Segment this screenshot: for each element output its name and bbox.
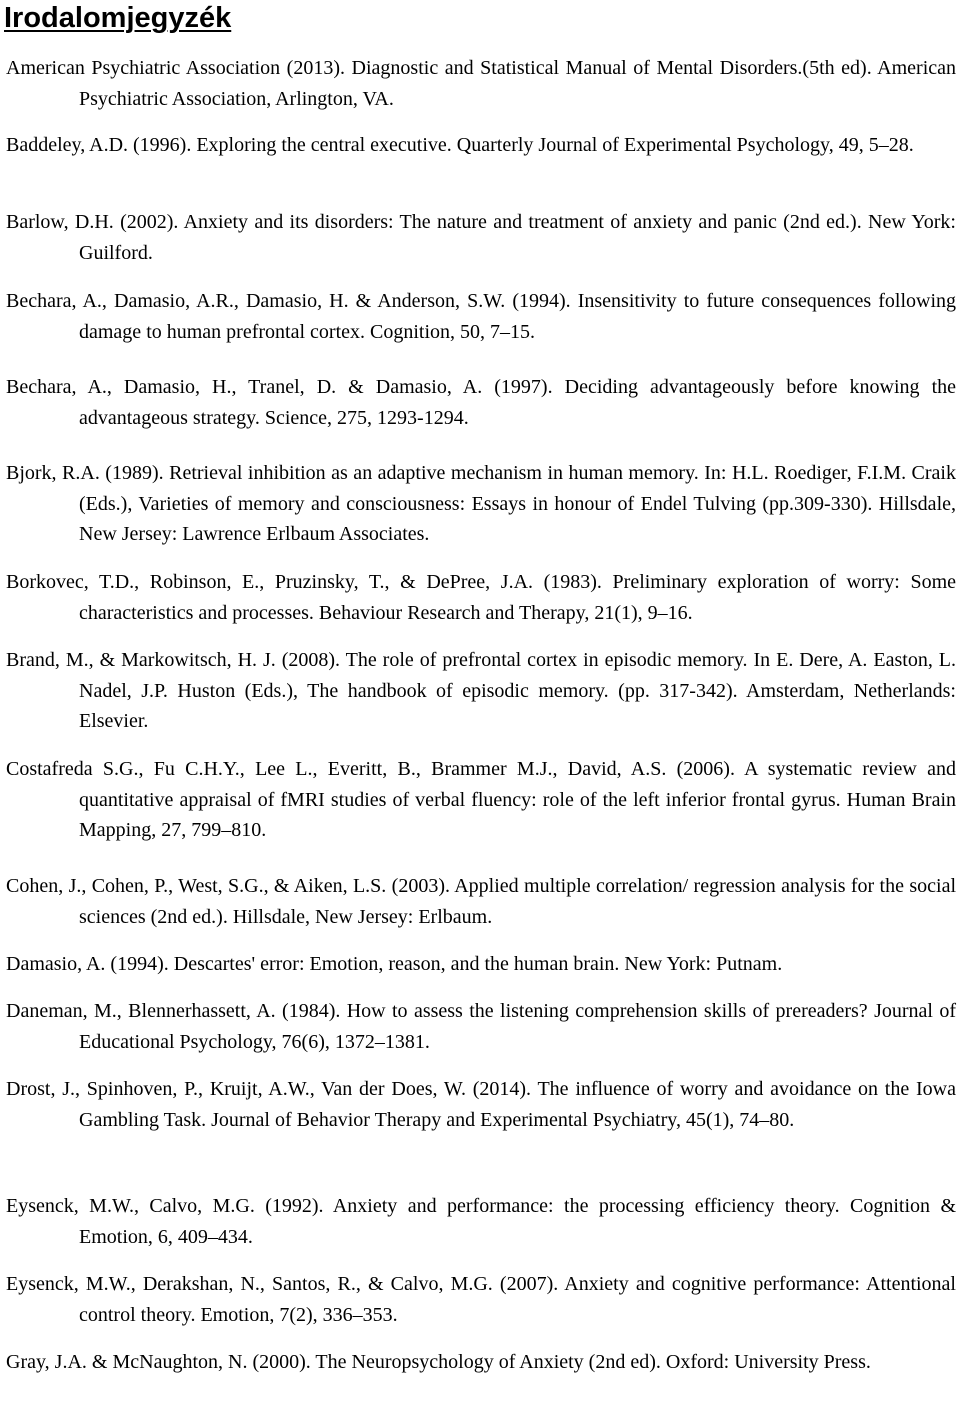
reference-entry: Bechara, A., Damasio, A.R., Damasio, H. & Anderson, S.W. (1994). Insensitivity to future consequences following damage to human prefrontal cortex. Cognition, 50, 7–15. [6,290,956,343]
reference-entry: Cohen, J., Cohen, P., West, S.G., & Aiken, L.S. (2003). Applied multiple correlation/ regression analysis for the social sciences (2nd ed.). Hillsdale, New Jersey: Erlbaum. [6,875,956,928]
reference-entry: Borkovec, T.D., Robinson, E., Pruzinsky, T., & DePree, J.A. (1983). Preliminary exploration of worry: Some characteristics and processes. Behaviour Research and Therapy, 21(1), 9–16. [6,571,956,624]
reference-entry: Eysenck, M.W., Derakshan, N., Santos, R., & Calvo, M.G. (2007). Anxiety and cognitive performance: Attentional control theory. Emotion, 7(2), 336–353. [6,1273,956,1326]
reference-entry: Drost, J., Spinhoven, P., Kruijt, A.W., Van der Does, W. (2014). The influence of worry and avoidance on the Iowa Gambling Task. Journal of Behavior Therapy and Experimental Psychiatry, 45(1), 74–80. [6,1078,956,1131]
reference-entry: Gray, J.A. & McNaughton, N. (2000). The Neuropsychology of Anxiety (2nd ed). Oxford: University Press. [6,1351,871,1373]
reference-entry: Bjork, R.A. (1989). Retrieval inhibition as an adaptive mechanism in human memory. In: H.L. Roediger, F.I.M. Craik (Eds.), Varieties of memory and consciousness: Essays in honour of Endel Tulving (pp.309-330). Hillsdale, New Jersey: Lawrence Erlbaum Associates. [6,462,956,545]
reference-entry: Eysenck, M.W., Calvo, M.G. (1992). Anxiety and performance: the processing efficiency theory. Cognition & Emotion, 6, 409–434. [6,1195,956,1248]
reference-entry: Brand, M., & Markowitsch, H. J. (2008). The role of prefrontal cortex in episodic memory. In E. Dere, A. Easton, L. Nadel, J.P. Huston (Eds.), The handbook of episodic memory. (pp. 317-342). Amsterdam, Netherlands: Elsevier. [6,649,956,732]
reference-entry: Daneman, M., Blennerhassett, A. (1984). How to assess the listening comprehension skills of prereaders? Journal of Educational Psychology, 76(6), 1372–1381. [6,1000,956,1053]
reference-entry: Costafreda S.G., Fu C.H.Y., Lee L., Everitt, B., Brammer M.J., David, A.S. (2006). A systematic review and quantitative appraisal of fMRI studies of verbal fluency: role of the left inferior frontal gyrus. Human Brain Mapping, 27, 799–810. [6,758,956,841]
reference-entry: Baddeley, A.D. (1996). Exploring the central executive. Quarterly Journal of Experimental Psychology, 49, 5–28. [6,134,914,156]
reference-entry: Barlow, D.H. (2002). Anxiety and its disorders: The nature and treatment of anxiety and panic (2nd ed.). New York: Guilford. [6,211,956,264]
reference-entry: Damasio, A. (1994). Descartes' error: Emotion, reason, and the human brain. New York: Putnam. [6,953,783,975]
reference-entry: American Psychiatric Association (2013). Diagnostic and Statistical Manual of Mental Disorders.(5th ed). American Psychiatric Association, Arlington, VA. [6,57,956,110]
page-title: Irodalomjegyzék [4,2,232,34]
reference-entry: Bechara, A., Damasio, H., Tranel, D. & Damasio, A. (1997). Deciding advantageously before knowing the advantageous strategy. Science, 275, 1293-1294. [6,376,956,429]
